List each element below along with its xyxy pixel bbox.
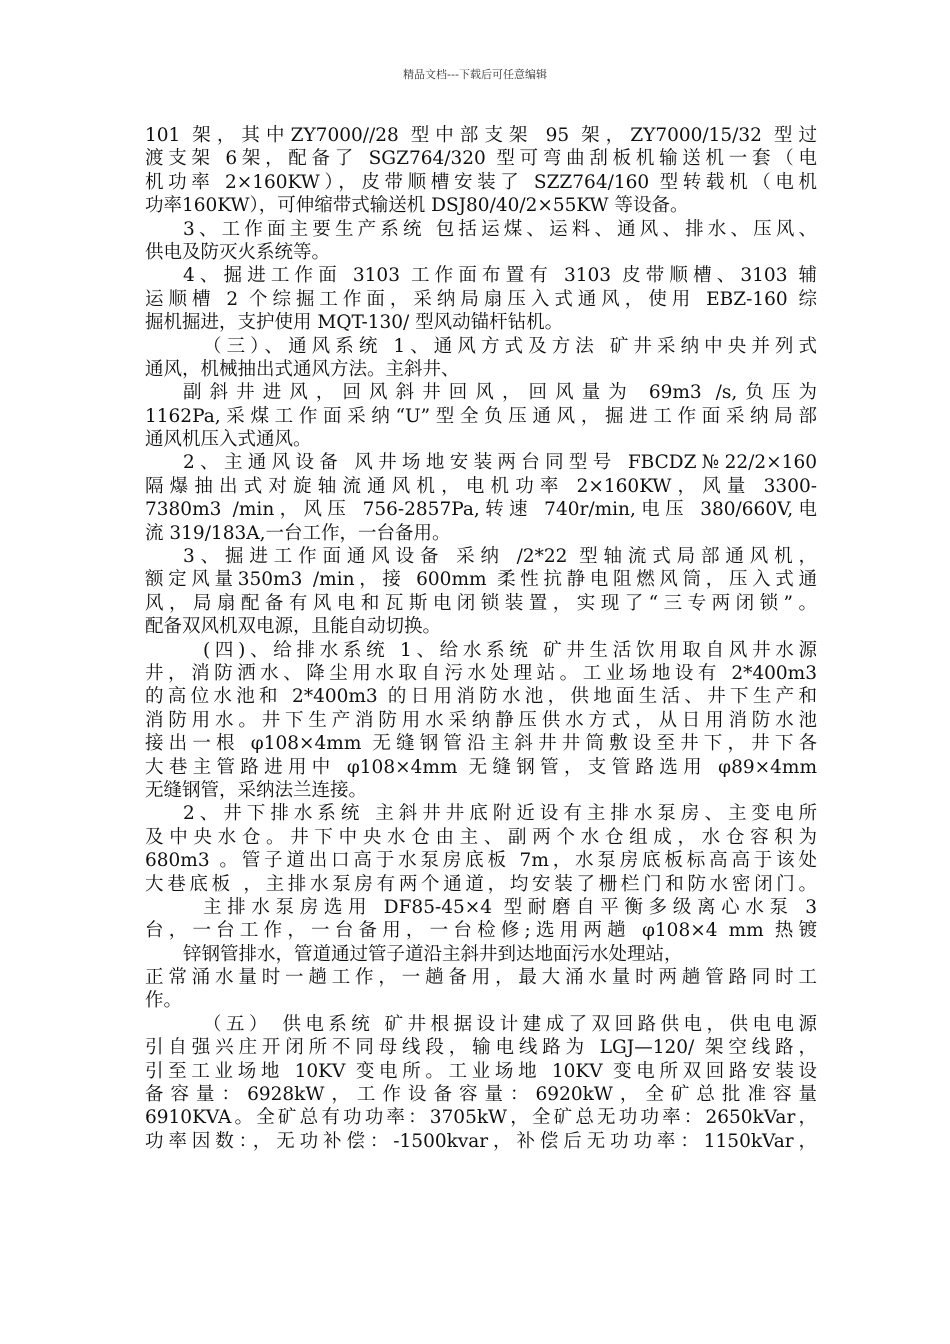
text-line: （五） 供电系统 矿井根据设计建成了双回路供电，供电电源 [203, 1013, 817, 1035]
text-line: 680m3 。管子道出口高于水泵房底板 7m，水泵房底板标高高于该处 [145, 850, 817, 872]
text-line: （三）、通风系统 1、通风方式及方法 矿井采纳中央并列式 [203, 335, 817, 357]
text-line: 备容量：6928kW，工作设备容量：6920kW，全矿总批准容量 [145, 1084, 817, 1106]
text-line: 引自强兴庄开闭所不同母线段，输电线路为 LGJ—120/ 架空线路， [145, 1037, 817, 1059]
text-line: 井，消防洒水、降尘用水取自污水处理站。工业场地设有 2*400m3 [145, 662, 817, 684]
text-line: 3、工作面主要生产系统 包括运煤、运料、通风、排水、压风、 [183, 218, 817, 240]
text-line: 7380m3 /min，风压 756-2857Pa,转速 740r/min,电压 380/660V,电 [145, 499, 817, 521]
text-line: 大巷主管路进用中 φ108×4mm 无缝钢管，支管路选用 φ89×4mm [145, 756, 817, 778]
text-line: 配备双风机双电源，且能自动切换。 [145, 616, 442, 638]
text-line: 无缝钢管，采纳法兰连接。 [145, 779, 368, 801]
text-line: 消防用水。井下生产消防用水采纳静压供水方式，从日用消防水池 [145, 709, 817, 731]
text-line: 额定风量350m3 /min，接 600mm 柔性抗静电阻燃风筒，压入式通 [145, 569, 817, 591]
text-line: 2、井下排水系统 主斜井井底附近设有主排水泵房、主变电所 [183, 803, 817, 825]
text-line: 及中央水仓。井下中央水仓由主、副两个水仓组成，水仓容积为 [145, 826, 817, 848]
text-line: 风，局扇配备有风电和瓦斯电闭锁装置，实现了“三专两闭锁”。 [145, 592, 817, 614]
text-line: 2、主通风设备 风井场地安装两台同型号 FBCDZ№22/2×160 [183, 452, 817, 474]
text-line: 通风机压入式通风。 [145, 429, 312, 451]
text-line: 锌钢管排水，管道通过管子道沿主斜井到达地面污水处理站， [183, 943, 683, 965]
text-line: 101 架，其中ZY7000//28 型中部支架 95 架，ZY7000/15/32 型过 [145, 125, 817, 146]
text-line: 通风，机械抽出式通风方法。主斜井、 [145, 358, 460, 380]
text-line: 隔爆抽出式对旋轴流通风机，电机功率 2×160KW，风量 3300- [145, 475, 817, 497]
text-line: 大巷底板 ，主排水泵房有两个通道，均安装了栅栏门和防水密闭门。 [145, 873, 817, 895]
text-line: 机功率 2×160KW），皮带顺槽安装了 SZZ764/160 型转载机（电机 [145, 171, 817, 193]
text-line: 副斜井进风，回风斜井回风，回风量为 69m3 /s,负压为 [183, 382, 817, 404]
text-line: 流 319/183A,一台工作，一台备用。 [145, 522, 451, 544]
text-line: 运顺槽 2 个综掘工作面，采纳局扇压入式通风，使用 EBZ-160 综 [145, 288, 817, 310]
text-line: 作。 [145, 990, 183, 1012]
text-line: 1162Pa,采煤工作面采纳“U”型全负压通风，掘进工作面采纳局部 [145, 405, 817, 427]
text-line: 接出一根 φ108×4mm 无缝钢管沿主斜井井筒敷设至井下，井下各 [145, 733, 817, 755]
text-line: 掘机掘进，支护使用 MQT-130/ 型风动锚杆钻机。 [145, 312, 564, 334]
text-line: 引至工业场地 10KV 变电所。工业场地 10KV 变电所双回路安装设 [145, 1060, 817, 1082]
text-line: 渡支架 6架，配备了 SGZ764/320 型可弯曲刮板机输送机一套（电 [145, 148, 817, 170]
text-line: 3、掘进工作面通风设备 采纳 /2*22 型轴流式局部通风机， [183, 546, 817, 568]
text-line: 主排水泵房选用 DF85-45×4 型耐磨自平衡多级离心水泵 3 [203, 896, 817, 918]
text-line: 功率因数：，无功补偿：-1500kvar，补偿后无功功率：1150kVar， [145, 1130, 817, 1152]
text-line: 6910KVA。全矿总有功功率：3705kW，全矿总无功功率：2650kVar， [145, 1107, 817, 1129]
text-line: 4、掘进工作面 3103 工作面布置有 3103 皮带顺槽、3103 辅 [183, 265, 817, 287]
text-line: 台，一台工作，一台备用，一台检修;选用两趟 φ108×4 mm 热镀 [145, 920, 817, 942]
page-header: 精品文档---下载后可任意编辑 [403, 68, 547, 81]
text-line: 功率160KW），可伸缩带式输送机 DSJ80/40/2×55KW 等设备。 [145, 195, 689, 217]
text-line: 的高位水池和 2*400m3 的日用消防水池，供地面生活、井下生产和 [145, 686, 817, 708]
text-line: (四)、给排水系统 1、给水系统 矿井生活饮用取自风井水源 [203, 639, 817, 661]
document-body [145, 124, 817, 1153]
text-line: 正常涌水量时一趟工作，一趟备用，最大涌水量时两趟管路同时工 [145, 967, 817, 989]
text-line: 供电及防灭火系统等。 [145, 241, 331, 263]
